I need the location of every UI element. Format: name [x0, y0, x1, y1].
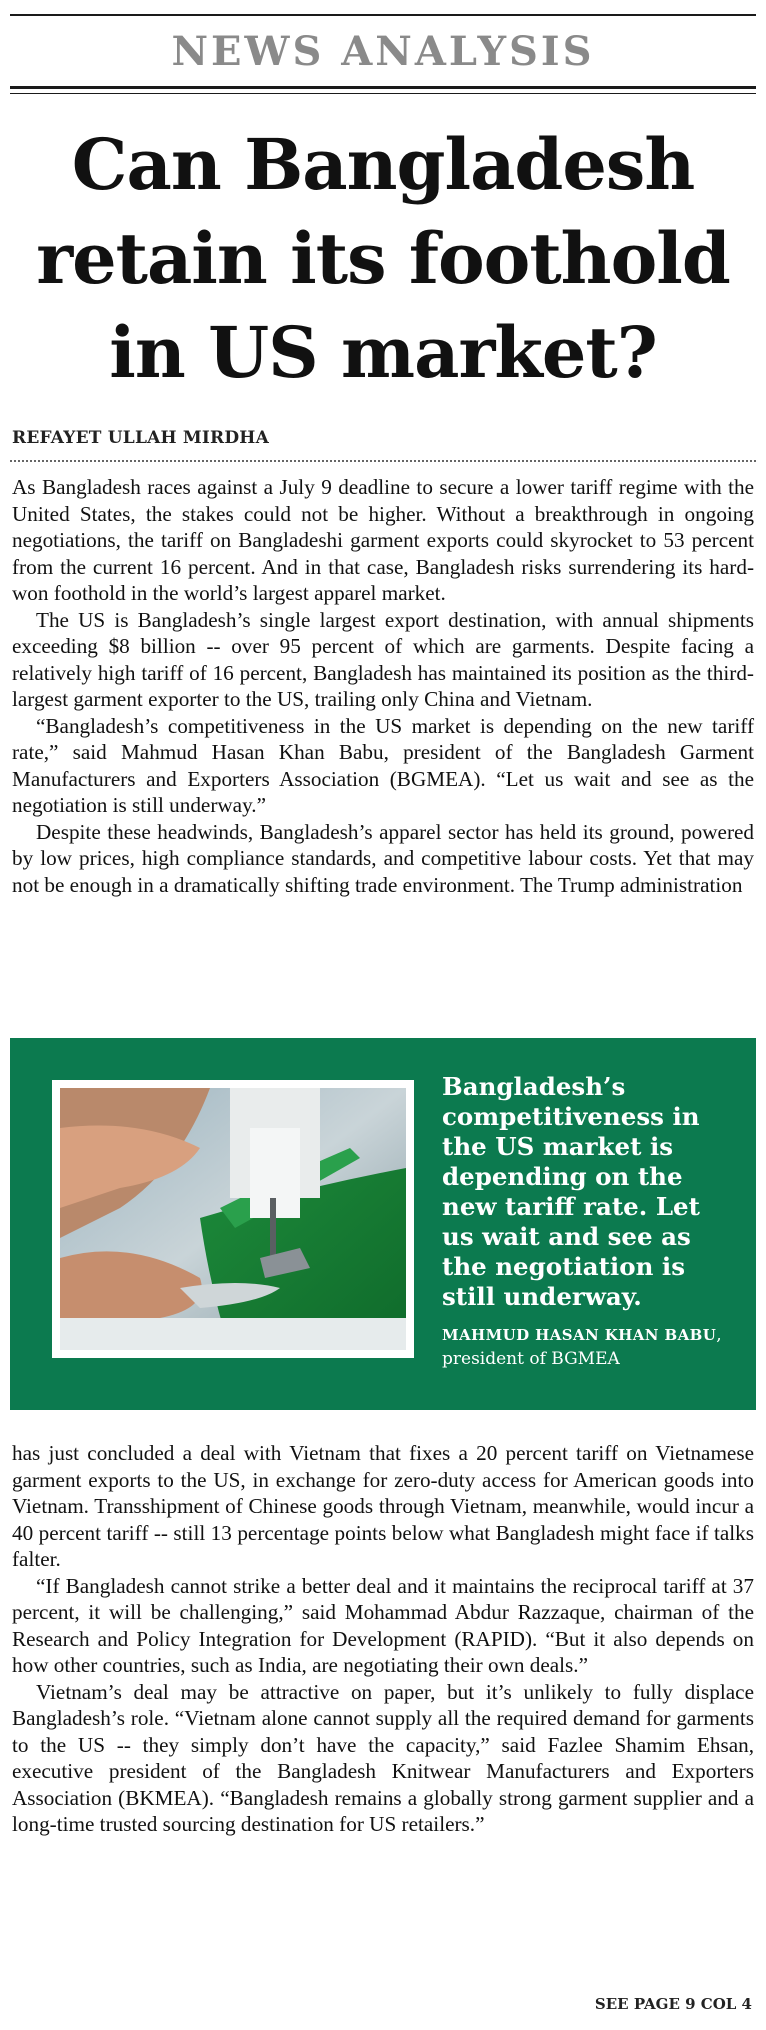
kicker-rule-upper — [10, 86, 756, 89]
paragraph: Despite these headwinds, Bangladesh’s apparel sector has held its ground, powered by low prices, high compliance standards, and competitive labour costs. Yet that may not be enough in a dramatically shifting trade environment. The Trump administration — [12, 819, 754, 897]
speaker-name: MAHMUD HASAN KHAN BABU — [442, 1326, 717, 1344]
kicker-rule-lower — [10, 93, 756, 94]
photo-frame — [52, 1080, 414, 1358]
paragraph: Vietnam’s deal may be attractive on paper, but it’s unlikely to fully displace Bangladesh’s role. “Vietnam alone cannot supply all the required demand for garments to the US -- they simply don’t have the capacity,” said Fazlee Shamim Ehsan, executive president of the Bangladesh Knitwear Manufacturers and Exporters Association (BKMEA). “Bangladesh remains a globally strong garment supplier and a long-time trusted sourcing destination for US retailers.” — [12, 1679, 754, 1836]
paragraph: has just concluded a deal with Vietnam that fixes a 20 percent tariff on Vietnamese garment exports to the US, in exchange for zero-duty access for American goods into Vietnam. Transshipment of Chinese goods through Vietnam, meanwhile, would incur a 40 percent tariff -- still 13 percentage points below what Bangladesh might face if talks falter. — [12, 1441, 754, 1571]
continuation-note: SEE PAGE 9 COL 4 — [594, 1995, 752, 2013]
article-body-bottom — [12, 1440, 754, 1838]
pull-quote-text: Bangladesh’s competitiveness in the US market is depending on the new tariff rate. Let us wait and see as the negotiation is still underway. — [442, 1072, 700, 1311]
paragraph: As Bangladesh races against a July 9 deadline to secure a lower tariff regime with the United States, the stakes could not be higher. Without a breakthrough in ongoing negotiations, the tariff on Bangladeshi garment exports could skyrocket to 53 percent from the current 16 percent. And in that case, Bangladesh risks surrendering its hard-won foothold in the world’s largest apparel market. — [12, 475, 754, 605]
pull-quote-attribution — [442, 1323, 732, 1371]
article-body-top — [12, 474, 754, 898]
sewing-machine-image — [60, 1088, 406, 1350]
headline — [0, 118, 766, 400]
byline: REFAYET ULLAH MIRDHA — [12, 428, 269, 448]
paragraph: “Bangladesh’s competitiveness in the US market is depending on the new tariff rate,” said Mahmud Hasan Khan Babu, president of the Bangladesh Garment Manufacturers and Exporters Association (BGMEA). “Let us wait and see as the negotiation is still underway.” — [12, 713, 754, 817]
speaker-title: , president of BGMEA — [442, 1325, 722, 1369]
headline-line: Can Bangladesh — [71, 123, 695, 206]
byline-divider — [10, 460, 756, 462]
pull-quote-box — [10, 1038, 756, 1410]
paragraph: The US is Bangladesh’s single largest export destination, with annual shipments exceeding $8 billion -- over 95 percent of which are garments. Despite facing a relatively high tariff of 16 percent, Bangladesh has maintained its position as the third-largest garment exporter to the US, trailing only China and Vietnam. — [12, 607, 754, 711]
paragraph: “If Bangladesh cannot strike a better deal and it maintains the reciprocal tariff at 37 percent, it will be challenging,” said Mohammad Abdur Razzaque, chairman of the Research and Policy Integration for Development (RAPID). “But it also depends on how other countries, such as India, are negotiating their own deals.” — [12, 1573, 754, 1677]
section-kicker: NEWS ANALYSIS — [171, 28, 595, 75]
sewing-machine-photo — [60, 1088, 406, 1350]
headline-line: in US market? — [109, 311, 657, 394]
headline-line: retain its foothold — [36, 217, 730, 300]
top-rule — [10, 14, 756, 16]
